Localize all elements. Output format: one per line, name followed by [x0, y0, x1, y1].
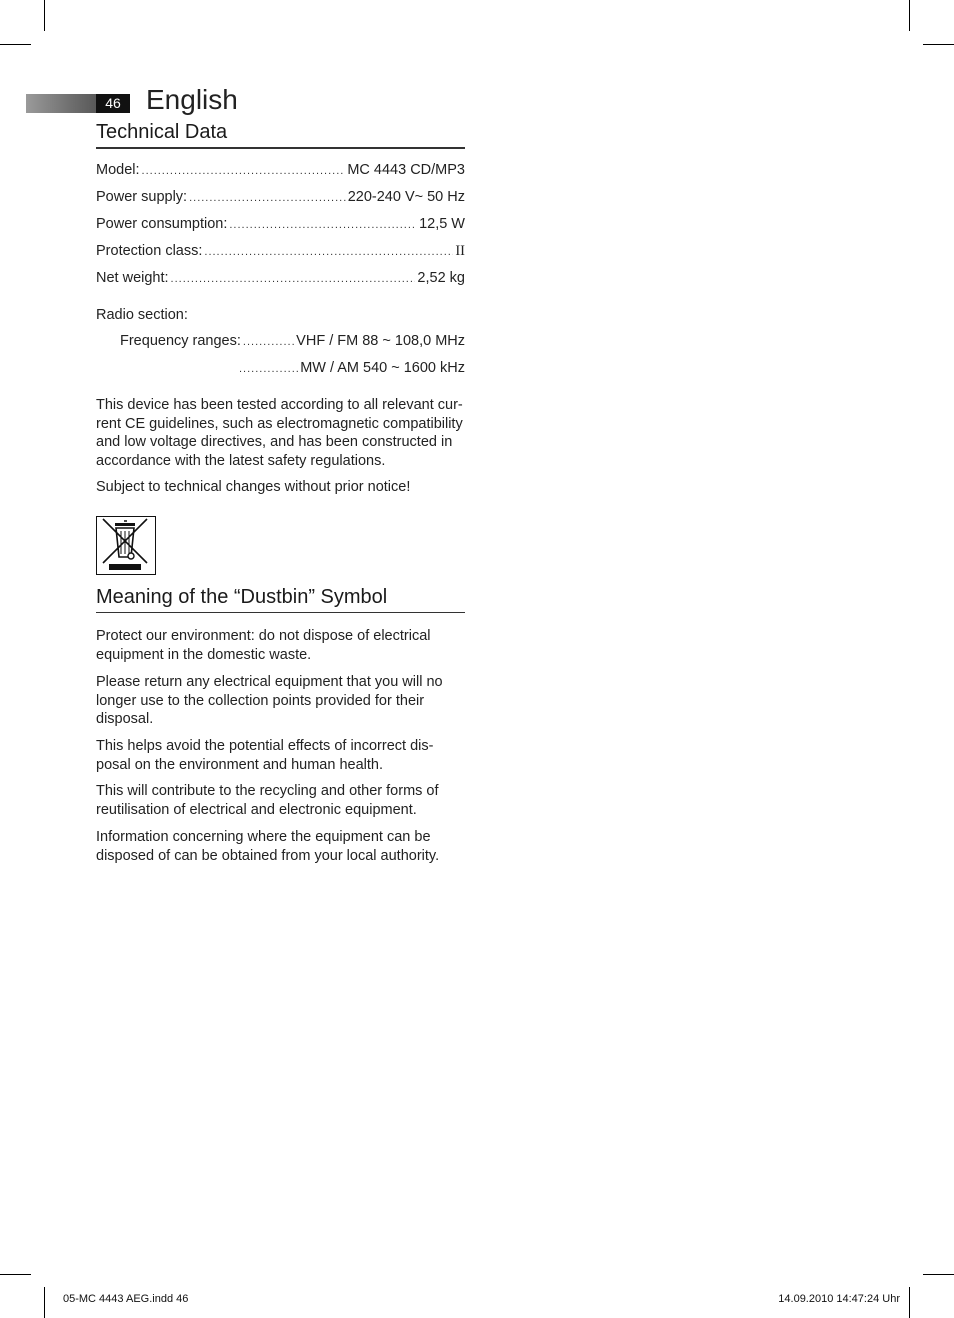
- spec-label: Protection class:: [96, 243, 203, 259]
- radio-section-label: Radio section:: [96, 307, 188, 323]
- spec-value: 220-240 V~ 50 Hz: [347, 189, 465, 205]
- leader-dots: [204, 246, 453, 258]
- crop-mark: [909, 1287, 910, 1318]
- compliance-text: This device has been tested according to all relevant cur-rent CE guidelines, such as electromagnetic compatibility and low voltage directives, and has been constructed in accordance with the latest safety regulations.: [96, 397, 463, 470]
- dustbin-paragraph: Protect our environment: do not dispose of electrical equipment in the domestic waste.: [96, 628, 431, 663]
- spec-value: MC 4443 CD/MP3: [347, 162, 465, 178]
- heading-rule: [96, 147, 465, 149]
- spec-value: II: [455, 243, 465, 259]
- footer-file-info: 05-MC 4443 AEG.indd 46: [63, 1293, 189, 1305]
- leader-dots: [239, 363, 298, 375]
- spec-row-power-consumption: [96, 216, 465, 232]
- spec-value: 12,5 W: [419, 216, 465, 232]
- footer-timestamp: 14.09.2010 14:47:24 Uhr: [778, 1293, 900, 1305]
- technical-data-heading: Technical Data: [96, 121, 228, 143]
- crop-mark: [909, 0, 910, 31]
- notice-text: Subject to technical changes without prior notice!: [96, 479, 411, 495]
- language-title: English: [146, 84, 238, 115]
- page-number: 46: [96, 94, 130, 113]
- leader-dots: [171, 273, 416, 285]
- crop-mark: [923, 1274, 954, 1275]
- spec-row-model: [96, 162, 465, 178]
- frequency-row-am: [237, 360, 465, 376]
- frequency-am: MW / AM 540 ~ 1600 kHz: [300, 360, 465, 376]
- dustbin-paragraph: Please return any electrical equipment that you will no longer use to the collection points provided for their disposal.: [96, 674, 443, 728]
- spec-row-power-supply: [96, 189, 465, 205]
- frequency-row-fm: [120, 333, 465, 349]
- leader-dots: [142, 165, 346, 177]
- spec-value: 2,52 kg: [417, 270, 465, 286]
- frequency-fm: VHF / FM 88 ~ 108,0 MHz: [296, 333, 465, 349]
- spec-row-net-weight: [96, 270, 465, 286]
- spec-label: Power supply:: [96, 189, 188, 205]
- dustbin-heading: Meaning of the “Dustbin” Symbol: [96, 586, 388, 608]
- dustbin-paragraph: This helps avoid the potential effects of incorrect dis-posal on the environment and human health.: [96, 738, 434, 773]
- leader-dots: [189, 192, 346, 204]
- dustbin-paragraph: This will contribute to the recycling and other forms of reutilisation of electrical and electronic equipment.: [96, 783, 439, 818]
- spec-row-protection-class: [96, 243, 465, 260]
- crop-mark: [0, 44, 31, 45]
- spec-label: Model:: [96, 162, 140, 178]
- crop-mark: [44, 0, 45, 31]
- crop-mark: [0, 1274, 31, 1275]
- crop-mark: [923, 44, 954, 45]
- spec-label: Net weight:: [96, 270, 169, 286]
- leader-dots: [229, 219, 417, 231]
- spec-label: Power consumption:: [96, 216, 228, 232]
- frequency-label: Frequency ranges:: [120, 333, 241, 349]
- leader-dots: [243, 336, 294, 348]
- dustbin-paragraph: Information concerning where the equipment can be disposed of can be obtained from your local authority.: [96, 829, 440, 864]
- crop-mark: [44, 1287, 45, 1318]
- heading-rule: [96, 612, 465, 613]
- crossed-dustbin-icon: [96, 516, 156, 575]
